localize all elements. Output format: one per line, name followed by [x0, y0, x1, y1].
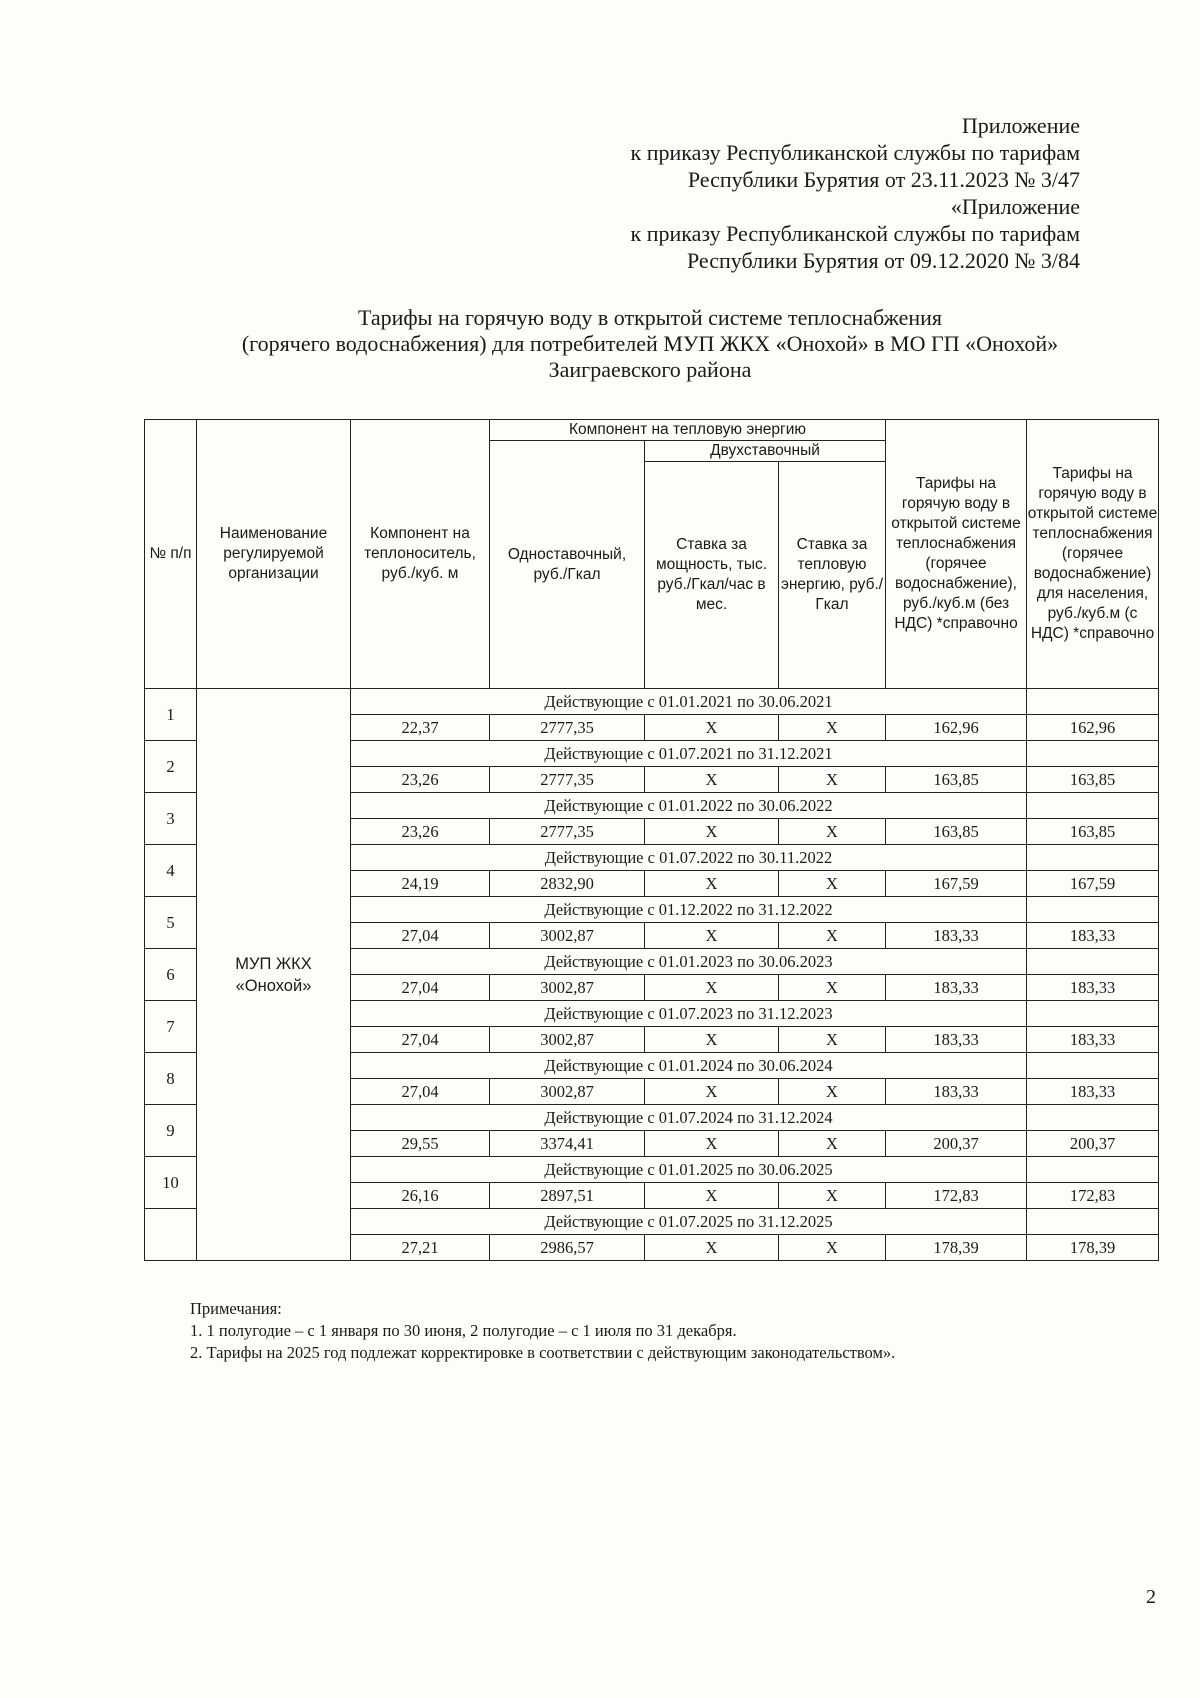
energy-rate-value: X: [779, 715, 886, 741]
header-line: к приказу Республиканской службы по тарифам: [630, 140, 1080, 165]
row-number: 7: [145, 1001, 197, 1053]
carrier-value: 27,04: [351, 1079, 490, 1105]
note-item: 1. 1 полугодие – с 1 января по 30 июня, 2 полугодие – с 1 июля по 31 декабря.: [190, 1321, 737, 1340]
tariff-table: [144, 419, 1159, 1261]
tariff-vat-value: 183,33: [1027, 1079, 1159, 1105]
tariff-vat-value: 163,85: [1027, 767, 1159, 793]
table-body: [145, 689, 1159, 1261]
tariff-no-vat-value: 172,83: [886, 1183, 1027, 1209]
energy-rate-value: X: [779, 767, 886, 793]
capacity-rate-value: X: [645, 715, 779, 741]
notes-block: [190, 1298, 1140, 1364]
empty-cell: [1027, 1209, 1159, 1235]
energy-rate-value: X: [779, 871, 886, 897]
tariff-no-vat-value: 183,33: [886, 1027, 1027, 1053]
row-number: 4: [145, 845, 197, 897]
tariff-vat-value: 163,85: [1027, 819, 1159, 845]
single-rate-value: 3002,87: [490, 1027, 645, 1053]
capacity-rate-value: X: [645, 923, 779, 949]
header-carrier: Компонент на теплоноситель, руб./куб. м: [351, 420, 490, 689]
capacity-rate-value: X: [645, 1079, 779, 1105]
empty-cell: [1027, 793, 1159, 819]
carrier-value: 27,04: [351, 1027, 490, 1053]
energy-rate-value: X: [779, 1235, 886, 1261]
tariff-no-vat-value: 167,59: [886, 871, 1027, 897]
tariff-vat-value: 167,59: [1027, 871, 1159, 897]
row-number: 1: [145, 689, 197, 741]
capacity-rate-value: X: [645, 819, 779, 845]
tariff-no-vat-value: 163,85: [886, 767, 1027, 793]
period-label: Действующие с 01.07.2022 по 30.11.2022: [351, 845, 1027, 871]
period-label: Действующие с 01.12.2022 по 31.12.2022: [351, 897, 1027, 923]
single-rate-value: 3002,87: [490, 975, 645, 1001]
title-line: Тарифы на горячую воду в открытой системе теплоснабжения: [357, 305, 942, 330]
tariff-vat-value: 183,33: [1027, 1027, 1159, 1053]
title-line: (горячего водоснабжения) для потребителей МУП ЖКХ «Онохой» в МО ГП «Онохой»: [241, 331, 1059, 356]
energy-rate-value: X: [779, 923, 886, 949]
single-rate-value: 3002,87: [490, 923, 645, 949]
empty-cell: [1027, 1001, 1159, 1027]
row-number: [145, 1209, 197, 1261]
tariff-no-vat-value: 200,37: [886, 1131, 1027, 1157]
header-two-rate-group: Двухставочный: [645, 441, 886, 462]
header-line: «Приложение: [950, 194, 1080, 219]
header-line: к приказу Республиканской службы по тарифам: [630, 221, 1080, 246]
row-number: 10: [145, 1157, 197, 1209]
carrier-value: 22,37: [351, 715, 490, 741]
period-label: Действующие с 01.01.2021 по 30.06.2021: [351, 689, 1027, 715]
capacity-rate-value: X: [645, 767, 779, 793]
carrier-value: 27,21: [351, 1235, 490, 1261]
carrier-value: 23,26: [351, 767, 490, 793]
carrier-value: 27,04: [351, 923, 490, 949]
header-capacity-rate: Ставка за мощность, тыс. руб./Гкал/час в мес.: [645, 462, 779, 689]
header-single-rate: Одноставочный, руб./Гкал: [490, 441, 645, 689]
empty-cell: [1027, 1105, 1159, 1131]
energy-rate-value: X: [779, 1027, 886, 1053]
single-rate-value: 3002,87: [490, 1079, 645, 1105]
tariff-no-vat-value: 178,39: [886, 1235, 1027, 1261]
single-rate-value: 2986,57: [490, 1235, 645, 1261]
carrier-value: 27,04: [351, 975, 490, 1001]
empty-cell: [1027, 845, 1159, 871]
page-number: 2: [1146, 1586, 1156, 1608]
period-label: Действующие с 01.01.2022 по 30.06.2022: [351, 793, 1027, 819]
energy-rate-value: X: [779, 975, 886, 1001]
single-rate-value: 2897,51: [490, 1183, 645, 1209]
empty-cell: [1027, 897, 1159, 923]
energy-rate-value: X: [779, 1131, 886, 1157]
tariff-vat-value: 172,83: [1027, 1183, 1159, 1209]
capacity-rate-value: X: [645, 1235, 779, 1261]
empty-cell: [1027, 1157, 1159, 1183]
period-label: Действующие с 01.01.2023 по 30.06.2023: [351, 949, 1027, 975]
row-number: 6: [145, 949, 197, 1001]
tariff-no-vat-value: 183,33: [886, 923, 1027, 949]
notes-heading: Примечания:: [190, 1299, 282, 1318]
tariff-no-vat-value: 183,33: [886, 1079, 1027, 1105]
tariff-vat-value: 162,96: [1027, 715, 1159, 741]
single-rate-value: 2777,35: [490, 767, 645, 793]
header-num: № п/п: [145, 420, 197, 689]
energy-rate-value: X: [779, 1079, 886, 1105]
empty-cell: [1027, 1053, 1159, 1079]
header-tariff-no-vat: Тарифы на горячую воду в открытой системе теплоснабжения (горячее водоснабжение), руб./куб.м (без НДС) *справочно: [886, 420, 1027, 689]
capacity-rate-value: X: [645, 1027, 779, 1053]
capacity-rate-value: X: [645, 1131, 779, 1157]
header-org: Наименование регулируемой организации: [197, 420, 351, 689]
energy-rate-value: X: [779, 1183, 886, 1209]
carrier-value: 23,26: [351, 819, 490, 845]
period-label: Действующие с 01.07.2023 по 31.12.2023: [351, 1001, 1027, 1027]
carrier-value: 24,19: [351, 871, 490, 897]
capacity-rate-value: X: [645, 975, 779, 1001]
period-label: Действующие с 01.07.2025 по 31.12.2025: [351, 1209, 1027, 1235]
single-rate-value: 2832,90: [490, 871, 645, 897]
single-rate-value: 3374,41: [490, 1131, 645, 1157]
header-line: Республики Бурятия от 23.11.2023 № 3/47: [687, 167, 1080, 192]
tariff-vat-value: 200,37: [1027, 1131, 1159, 1157]
period-label: Действующие с 01.07.2024 по 31.12.2024: [351, 1105, 1027, 1131]
empty-cell: [1027, 949, 1159, 975]
single-rate-value: 2777,35: [490, 819, 645, 845]
empty-cell: [1027, 741, 1159, 767]
header-line: Республики Бурятия от 09.12.2020 № 3/84: [686, 248, 1080, 273]
tariff-no-vat-value: 163,85: [886, 819, 1027, 845]
capacity-rate-value: X: [645, 871, 779, 897]
tariff-vat-value: 183,33: [1027, 923, 1159, 949]
row-number: 8: [145, 1053, 197, 1105]
capacity-rate-value: X: [645, 1183, 779, 1209]
row-number: 9: [145, 1105, 197, 1157]
header-line: Приложение: [961, 113, 1080, 138]
table-row-period: [145, 689, 1159, 715]
org-name: МУП ЖКХ «Онохой»: [197, 689, 351, 1261]
row-number: 5: [145, 897, 197, 949]
carrier-value: 29,55: [351, 1131, 490, 1157]
period-label: Действующие с 01.07.2021 по 31.12.2021: [351, 741, 1027, 767]
header-energy-group: Компонент на тепловую энергию: [490, 420, 886, 441]
period-label: Действующие с 01.01.2024 по 30.06.2024: [351, 1053, 1027, 1079]
title-line: Заиграевского района: [548, 357, 752, 382]
tariff-no-vat-value: 183,33: [886, 975, 1027, 1001]
tariff-no-vat-value: 162,96: [886, 715, 1027, 741]
header-block: [380, 112, 1080, 274]
energy-rate-value: X: [779, 819, 886, 845]
header-tariff-vat: Тарифы на горячую воду в открытой системе теплоснабжения (горячее водоснабжение) для населения, руб./куб.м (с НДС) *справочно: [1027, 420, 1159, 689]
row-number: 2: [145, 741, 197, 793]
tariff-vat-value: 178,39: [1027, 1235, 1159, 1261]
empty-cell: [1027, 689, 1159, 715]
document-title: [145, 305, 1155, 383]
header-energy-rate: Ставка за тепловую энергию, руб./Гкал: [779, 462, 886, 689]
period-label: Действующие с 01.01.2025 по 30.06.2025: [351, 1157, 1027, 1183]
note-item: 2. Тарифы на 2025 год подлежат корректировке в соответствии с действующим законодательством».: [190, 1343, 896, 1362]
carrier-value: 26,16: [351, 1183, 490, 1209]
single-rate-value: 2777,35: [490, 715, 645, 741]
tariff-vat-value: 183,33: [1027, 975, 1159, 1001]
row-number: 3: [145, 793, 197, 845]
